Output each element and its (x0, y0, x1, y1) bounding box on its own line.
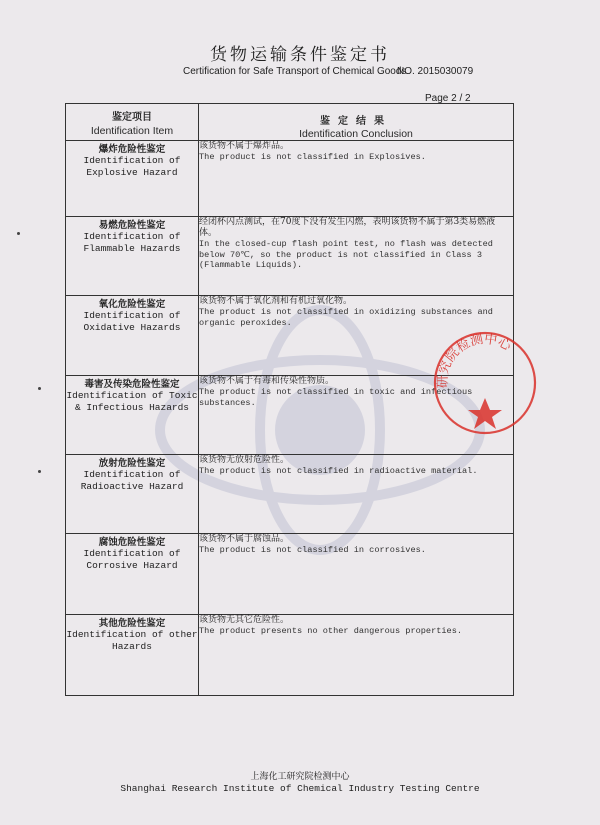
page-number: Page 2 / 2 (425, 93, 471, 104)
conclusion-cell (199, 296, 514, 376)
conclusion-cn: 该货物不属于爆炸品。 (199, 141, 290, 151)
item-en: Identification of Flammable Hazards (83, 231, 181, 254)
conclusion-en: The product is not classified in toxic and infectious substances. (199, 387, 473, 408)
item-cell (66, 376, 199, 455)
table-row (66, 217, 514, 296)
document-title: 货物运输条件鉴定书 (210, 45, 390, 65)
item-cell (66, 296, 199, 376)
item-cell (66, 455, 199, 534)
item-cn: 毒害及传染危险性鉴定 (84, 379, 180, 390)
item-cn: 易燃危险性鉴定 (98, 220, 166, 231)
conclusion-cn: 该货物不属于氧化剂和有机过氧化物。 (199, 296, 353, 306)
conclusion-en: The product is not classified in corrosives. (199, 545, 426, 555)
svg-text:研究院检测中心: 研究院检测中心 (435, 331, 514, 389)
conclusion-cn: 该货物不属于腐蚀品。 (199, 534, 290, 544)
item-cell (66, 615, 199, 696)
margin-mark (38, 470, 41, 473)
table-row (66, 296, 514, 376)
item-en: Identification of Oxidative Hazards (83, 310, 181, 333)
header-conclusion-cell (199, 104, 514, 141)
item-en: Identification of Corrosive Hazard (83, 548, 181, 571)
conclusion-cell (199, 615, 514, 696)
table-row (66, 455, 514, 534)
item-cn: 放射危险性鉴定 (98, 458, 166, 469)
margin-mark (17, 232, 20, 235)
conclusion-cell (199, 455, 514, 534)
header-item-cell (66, 104, 199, 141)
item-en: Identification of Toxic & Infectious Hazards (66, 390, 198, 413)
table-row (66, 615, 514, 696)
conclusion-en: The product is not classified in oxidizing substances and organic peroxides. (199, 307, 493, 328)
item-cn: 腐蚀危险性鉴定 (98, 537, 166, 548)
item-en: Identification of other Hazards (66, 629, 198, 652)
conclusion-cell (199, 376, 514, 455)
conclusion-cell (199, 534, 514, 615)
item-cell (66, 217, 199, 296)
header-item-cn: 鉴定项目 (112, 112, 152, 123)
header-conclusion-cn: 鉴定结果 (320, 116, 392, 127)
item-cn: 爆炸危险性鉴定 (98, 144, 166, 155)
identification-table (65, 103, 514, 696)
header-conclusion-en: Identification Conclusion (299, 128, 413, 140)
conclusion-cell (199, 141, 514, 217)
item-en: Identification of Radioactive Hazard (80, 469, 184, 492)
item-cn: 氧化危险性鉴定 (98, 299, 166, 310)
conclusion-cn: 该货物无放射危险性。 (199, 455, 290, 465)
table-header-row (66, 104, 514, 141)
item-cell (66, 534, 199, 615)
item-cn: 其他危险性鉴定 (98, 618, 166, 629)
conclusion-en: In the closed-cup flash point test, no flash was detected below 70℃, so the product is not classified in Class 3 (Flammable Liquids). (199, 239, 493, 270)
conclusion-cn: 该货物无其它危险性。 (199, 615, 290, 625)
table-row (66, 534, 514, 615)
item-en: Identification of Explosive Hazard (83, 155, 181, 178)
table-row (66, 141, 514, 217)
conclusion-cn: 经闭杯闪点测试，在70度下没有发生闪燃，表明该货物不属于第3类易燃液体。 (199, 217, 496, 238)
conclusion-en: The product presents no other dangerous properties. (199, 626, 463, 636)
conclusion-en: The product is not classified in Explosives. (199, 152, 426, 162)
document-subtitle: Certification for Safe Transport of Chemical Goods (183, 66, 407, 77)
conclusion-en: The product is not classified in radioactive material. (199, 466, 478, 476)
item-cell (66, 141, 199, 217)
margin-mark (38, 387, 41, 390)
header-item-en: Identification Item (90, 125, 174, 137)
footer-org-en: Shanghai Research Institute of Chemical Industry Testing Centre (120, 783, 480, 794)
conclusion-cell (199, 217, 514, 296)
conclusion-cn: 该货物不属于有毒和传染性物质。 (199, 376, 335, 386)
footer-org-cn: 上海化工研究院检测中心 (250, 772, 350, 782)
document-number: NO. 2015030079 (397, 66, 474, 77)
table-row (66, 376, 514, 455)
